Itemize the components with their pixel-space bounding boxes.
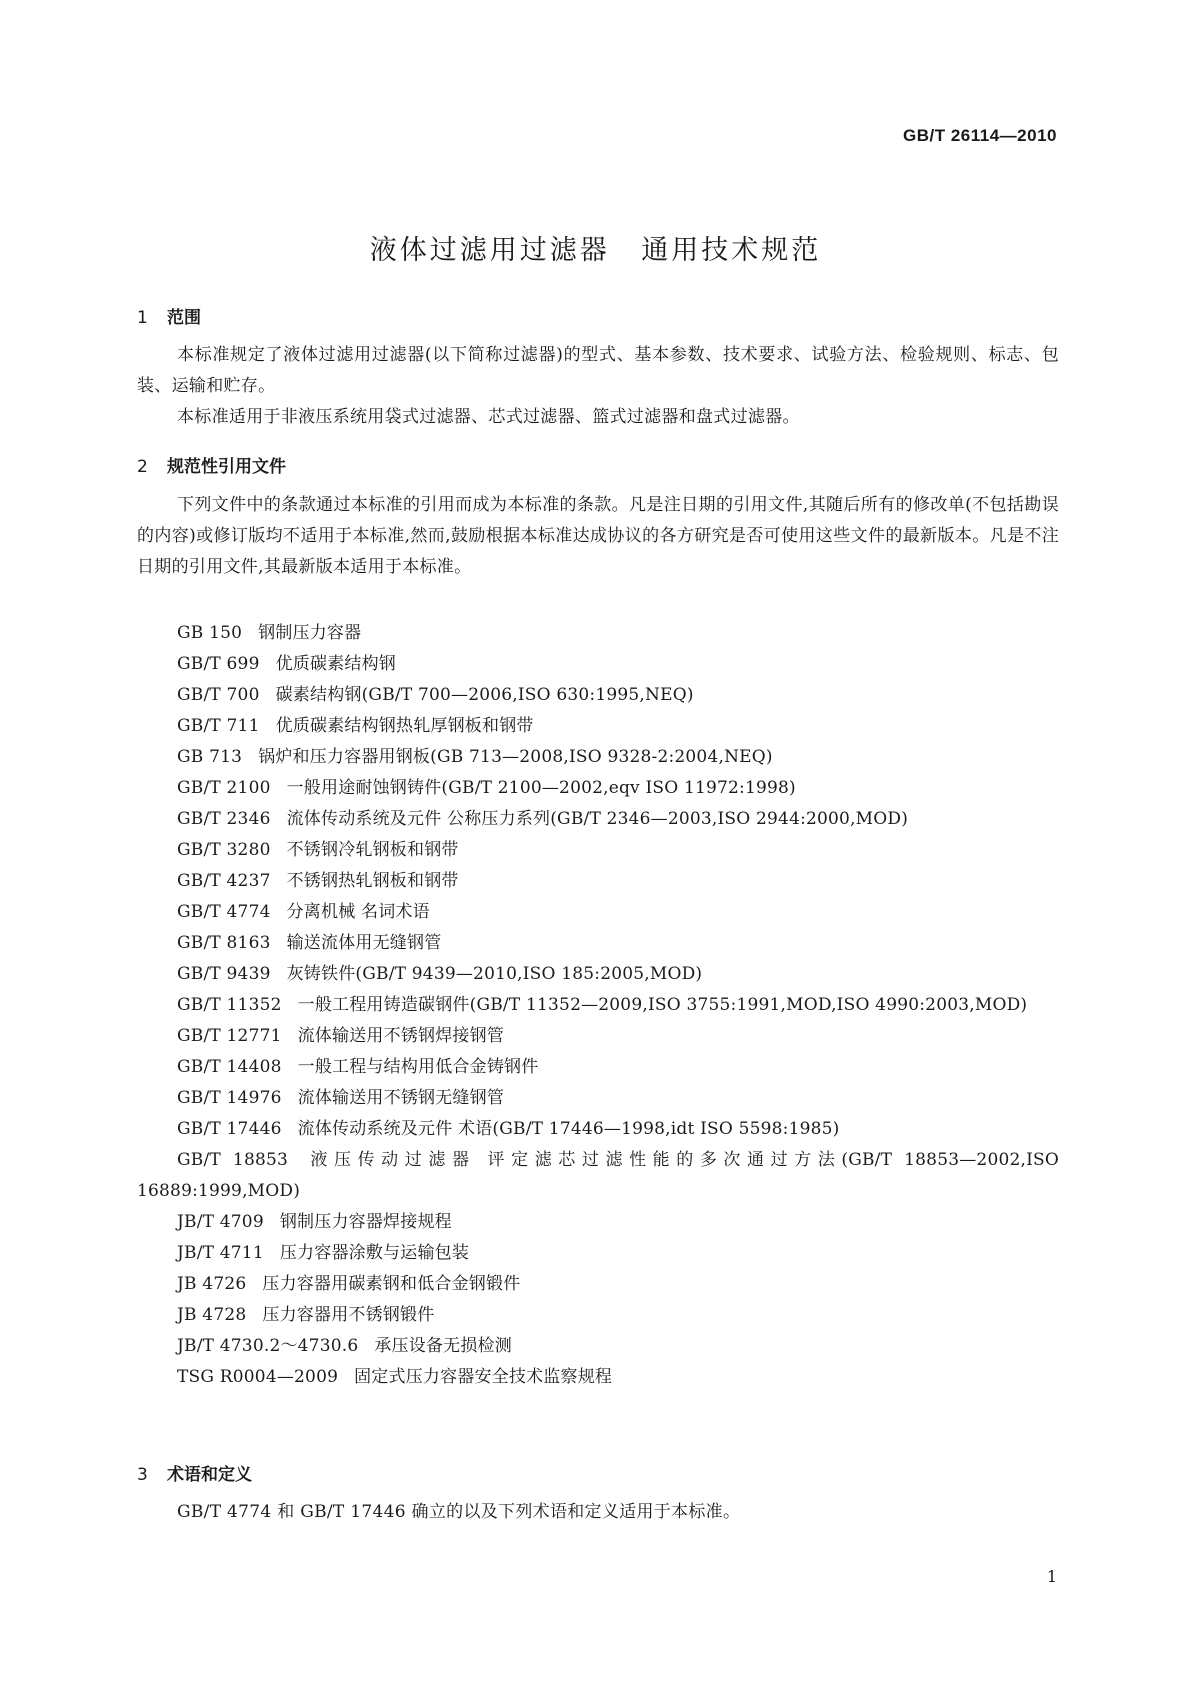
reference-code: GB/T 14976 bbox=[177, 1088, 282, 1108]
reference-code: TSG R0004—2009 bbox=[177, 1367, 339, 1387]
terms-paragraph: GB/T 4774 和 GB/T 17446 确立的以及下列术语和定义适用于本标准。 bbox=[177, 1502, 741, 1522]
reference-item bbox=[137, 1207, 1059, 1238]
reference-item bbox=[137, 773, 1059, 804]
reference-item bbox=[137, 990, 1059, 1021]
reference-item bbox=[137, 1114, 1059, 1145]
reference-title: 碳素结构钢(GB/T 700—2006,ISO 630:1995,NEQ) bbox=[275, 685, 694, 705]
section-heading-scope bbox=[137, 303, 201, 328]
reference-item bbox=[137, 1269, 1059, 1300]
reference-title: 流体传动系统及元件 公称压力系列(GB/T 2346—2003,ISO 2944:2000,MOD) bbox=[286, 809, 909, 829]
reference-item bbox=[137, 897, 1059, 928]
reference-code: GB 150 bbox=[177, 623, 243, 643]
reference-code: GB/T 12771 bbox=[177, 1026, 282, 1046]
reference-code: JB/T 4711 bbox=[177, 1243, 264, 1263]
section-heading-terms-definitions bbox=[137, 1460, 252, 1485]
reference-title: 一般用途耐蚀钢铸件(GB/T 2100—2002,eqv ISO 11972:1998) bbox=[286, 778, 796, 798]
section-title: 范围 bbox=[167, 308, 201, 328]
section-number: 3 bbox=[137, 1465, 148, 1485]
reference-code: GB/T 2346 bbox=[177, 809, 271, 829]
reference-title: 一般工程与结构用低合金铸钢件 bbox=[297, 1057, 539, 1077]
scope-paragraph-2: 本标准适用于非液压系统用袋式过滤器、芯式过滤器、篮式过滤器和盘式过滤器。 bbox=[177, 407, 800, 427]
reference-item bbox=[137, 618, 1059, 649]
reference-code: GB/T 4237 bbox=[177, 871, 271, 891]
reference-item bbox=[137, 1145, 1059, 1207]
reference-title: 分离机械 名词术语 bbox=[286, 902, 430, 922]
reference-title: 输送流体用无缝钢管 bbox=[286, 933, 442, 953]
reference-item bbox=[137, 928, 1059, 959]
reference-item bbox=[137, 1021, 1059, 1052]
reference-item bbox=[137, 742, 1059, 773]
reference-code: GB/T 700 bbox=[177, 685, 260, 705]
reference-code: GB/T 699 bbox=[177, 654, 260, 674]
reference-list bbox=[137, 618, 1059, 1393]
reference-item bbox=[137, 959, 1059, 990]
reference-title: 不锈钢热轧钢板和钢带 bbox=[286, 871, 459, 891]
reference-code: GB/T 14408 bbox=[177, 1057, 282, 1077]
reference-title: 锅炉和压力容器用钢板(GB 713—2008,ISO 9328-2:2004,NEQ) bbox=[258, 747, 773, 767]
reference-code: GB/T 3280 bbox=[177, 840, 271, 860]
reference-item bbox=[137, 649, 1059, 680]
reference-title: 固定式压力容器安全技术监察规程 bbox=[354, 1367, 613, 1387]
reference-title: 流体输送用不锈钢无缝钢管 bbox=[297, 1088, 505, 1108]
reference-title: 一般工程用铸造碳钢件(GB/T 11352—2009,ISO 3755:1991,MOD,ISO 4990:2003,MOD) bbox=[297, 995, 1028, 1015]
scope-paragraph-1: 本标准规定了液体过滤用过滤器(以下简称过滤器)的型式、基本参数、技术要求、试验方法、检验规则、标志、包装、运输和贮存。 bbox=[137, 345, 1059, 396]
reference-title: 钢制压力容器焊接规程 bbox=[279, 1212, 452, 1232]
reference-title: 承压设备无损检测 bbox=[374, 1336, 512, 1356]
reference-title: 压力容器涂敷与运输包装 bbox=[279, 1243, 470, 1263]
reference-item bbox=[137, 835, 1059, 866]
reference-title: 压力容器用不锈钢锻件 bbox=[262, 1305, 435, 1325]
section-heading-normative-references bbox=[137, 452, 286, 477]
section-number: 2 bbox=[137, 457, 148, 477]
reference-item bbox=[137, 1331, 1059, 1362]
section-number: 1 bbox=[137, 308, 148, 328]
reference-item bbox=[137, 1083, 1059, 1114]
reference-title: 灰铸铁件(GB/T 9439—2010,ISO 185:2005,MOD) bbox=[286, 964, 703, 984]
reference-code: GB/T 711 bbox=[177, 716, 260, 736]
reference-code: GB/T 4774 bbox=[177, 902, 271, 922]
reference-title: 流体输送用不锈钢焊接钢管 bbox=[297, 1026, 505, 1046]
reference-item bbox=[137, 1300, 1059, 1331]
reference-title: 优质碳素结构钢 bbox=[275, 654, 396, 674]
reference-code: GB/T 2100 bbox=[177, 778, 271, 798]
reference-code: JB 4728 bbox=[177, 1305, 247, 1325]
page-number: 1 bbox=[1046, 1567, 1057, 1586]
document-title: 液体过滤用过滤器 通用技术规范 bbox=[369, 235, 822, 266]
references-intro: 下列文件中的条款通过本标准的引用而成为本标准的条款。凡是注日期的引用文件,其随后所有的修改单(不包括勘误的内容)或修订版均不适用于本标准,然而,鼓励根据本标准达成协议的各方研究是否可使用这些文件的最新版本。凡是不注日期的引用文件,其最新版本适用于本标准。 bbox=[137, 495, 1059, 577]
reference-code: GB/T 8163 bbox=[177, 933, 271, 953]
reference-title: 流体传动系统及元件 术语(GB/T 17446—1998,idt ISO 5598:1985) bbox=[297, 1119, 840, 1139]
reference-code: JB/T 4730.2～4730.6 bbox=[177, 1336, 359, 1356]
reference-title: 压力容器用碳素钢和低合金钢锻件 bbox=[262, 1274, 521, 1294]
reference-item bbox=[137, 1362, 1059, 1393]
reference-code: JB 4726 bbox=[177, 1274, 247, 1294]
reference-code: GB/T 9439 bbox=[177, 964, 271, 984]
reference-item bbox=[137, 680, 1059, 711]
reference-code: GB/T 11352 bbox=[177, 995, 282, 1015]
section-title: 规范性引用文件 bbox=[167, 457, 286, 477]
section-title: 术语和定义 bbox=[167, 1465, 252, 1485]
reference-item bbox=[137, 866, 1059, 897]
reference-item bbox=[137, 1238, 1059, 1269]
reference-title: 优质碳素结构钢热轧厚钢板和钢带 bbox=[275, 716, 534, 736]
reference-item bbox=[137, 711, 1059, 742]
standard-code: GB/T 26114—2010 bbox=[903, 126, 1057, 145]
reference-item bbox=[137, 804, 1059, 835]
reference-title: 钢制压力容器 bbox=[258, 623, 362, 643]
reference-item bbox=[137, 1052, 1059, 1083]
reference-title: 不锈钢冷轧钢板和钢带 bbox=[286, 840, 459, 860]
reference-code: GB 713 bbox=[177, 747, 243, 767]
reference-code: JB/T 4709 bbox=[177, 1212, 264, 1232]
reference-title: 液压传动过滤器 评定滤芯过滤性能的多次通过方法(GB/T 18853—2002,ISO 16889:1999,MOD) bbox=[137, 1150, 1059, 1201]
reference-code: GB/T 17446 bbox=[177, 1119, 282, 1139]
reference-code: GB/T 18853 bbox=[177, 1150, 289, 1170]
